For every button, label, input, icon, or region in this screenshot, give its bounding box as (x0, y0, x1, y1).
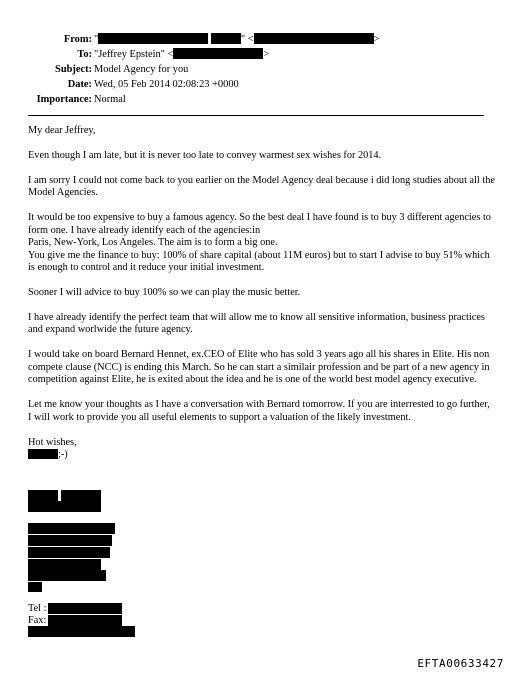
paragraph-4: Sooner I will advice to buy 100% so we can play the music better. (28, 287, 301, 299)
header-from-row (0, 32, 512, 47)
redaction-block (28, 626, 135, 637)
redaction-block (28, 547, 110, 558)
text-line: I have already identify the perfect team that will allow me to know all sensitive information, business practices (28, 311, 485, 323)
salutation: My dear Jeffrey, (28, 125, 96, 136)
redaction-block (28, 449, 58, 459)
text-line: is enough to control and it reduce your initial investment. (28, 262, 265, 274)
closing-block (28, 437, 488, 462)
paragraph-6 (28, 349, 488, 387)
closing: Hot wishes, (28, 436, 77, 448)
redaction-block (211, 33, 241, 44)
redaction-block (28, 570, 106, 581)
text-line: competition against Elite, he is exited about the idea and he is one of the world best model agency executive. (28, 374, 477, 386)
from-quote-mid: " < (240, 34, 254, 45)
header-to-row (0, 47, 512, 62)
from-label: From: (63, 34, 92, 45)
importance-value: Normal (94, 94, 126, 105)
header-importance-row (0, 92, 512, 107)
email-header (0, 32, 512, 107)
from-value (94, 32, 379, 47)
text-line: Let me know your thoughts as I have a conversation with Bernard tomorrow. If you are interrested to go further, (28, 399, 490, 411)
header-divider (28, 115, 484, 116)
redaction-block (28, 523, 115, 534)
to-label: To: (77, 49, 92, 60)
text-line: I am sorry I could not come back to you earlier on the Model Agency deal because i did long studies about all the (28, 174, 495, 186)
text-line: compete clause (NCC) is ending this March. So he can start a similair profession and be part of a new agency in (28, 361, 490, 373)
redaction-block (48, 603, 122, 614)
tel-row (28, 603, 46, 615)
subject-value: Model Agency for you (94, 64, 189, 75)
paragraph-7 (28, 399, 488, 424)
from-quote-open: " (94, 34, 99, 45)
tel-label: Tel : (28, 603, 47, 614)
text-line: I will work to provide you all useful elements to support a valuation of the likely investment. (28, 411, 411, 423)
importance-label: Importance: (36, 94, 92, 105)
redaction-block (98, 33, 208, 44)
text-line: I would take on board Bernard Hennet, ex.CEO of Elite who has sold 3 years ago all his shares in Elite. His non (28, 349, 490, 361)
fax-label: Fax: (28, 615, 47, 626)
text-line: It would be too expensive to buy a famous agency. So the best deal I have found is to buy 3 different agencies to (28, 212, 491, 224)
paragraph-2 (28, 174, 495, 200)
to-recipient: "Jeffrey Epstein" < (94, 49, 174, 60)
text-line: Model Agencies. (28, 187, 98, 199)
date-value: Wed, 05 Feb 2014 02:08:23 +0000 (94, 79, 239, 90)
header-subject-row (0, 62, 512, 77)
document-id: EFTA00633427 (417, 657, 504, 670)
paragraph-5 (28, 312, 488, 337)
text-line: Paris, New-York, Los Angeles. The aim is to form a big one. (28, 237, 278, 249)
redaction-block (173, 48, 263, 59)
text-line: and expand worlwide the future agency. (28, 324, 193, 336)
text-line: form one. I have already identify each of the agencies:in (28, 224, 261, 236)
text-line: You give me the finance to buy: 100% of share capital (about 11M euros) but to start I advise to buy 51% which (28, 249, 490, 261)
to-value (94, 47, 269, 62)
redaction-block (28, 535, 112, 546)
email-body (28, 125, 495, 462)
redaction-block (28, 559, 101, 570)
redaction-block (28, 501, 101, 512)
paragraph-3 (28, 212, 491, 275)
redaction-block (28, 490, 58, 501)
paragraph-1: Even though I am late, but it is never too late to convey warmest sex wishes for 2014. (28, 149, 382, 161)
from-close: > (373, 34, 380, 45)
redaction-block (254, 33, 374, 44)
redaction-block (48, 615, 122, 626)
redaction-block (28, 582, 42, 592)
date-label: Date: (67, 79, 92, 90)
header-date-row (0, 77, 512, 92)
to-close: > (263, 49, 270, 60)
subject-label: Subject: (55, 64, 92, 75)
redaction-block (61, 490, 101, 501)
signature-emoticon: ;-) (58, 449, 68, 461)
